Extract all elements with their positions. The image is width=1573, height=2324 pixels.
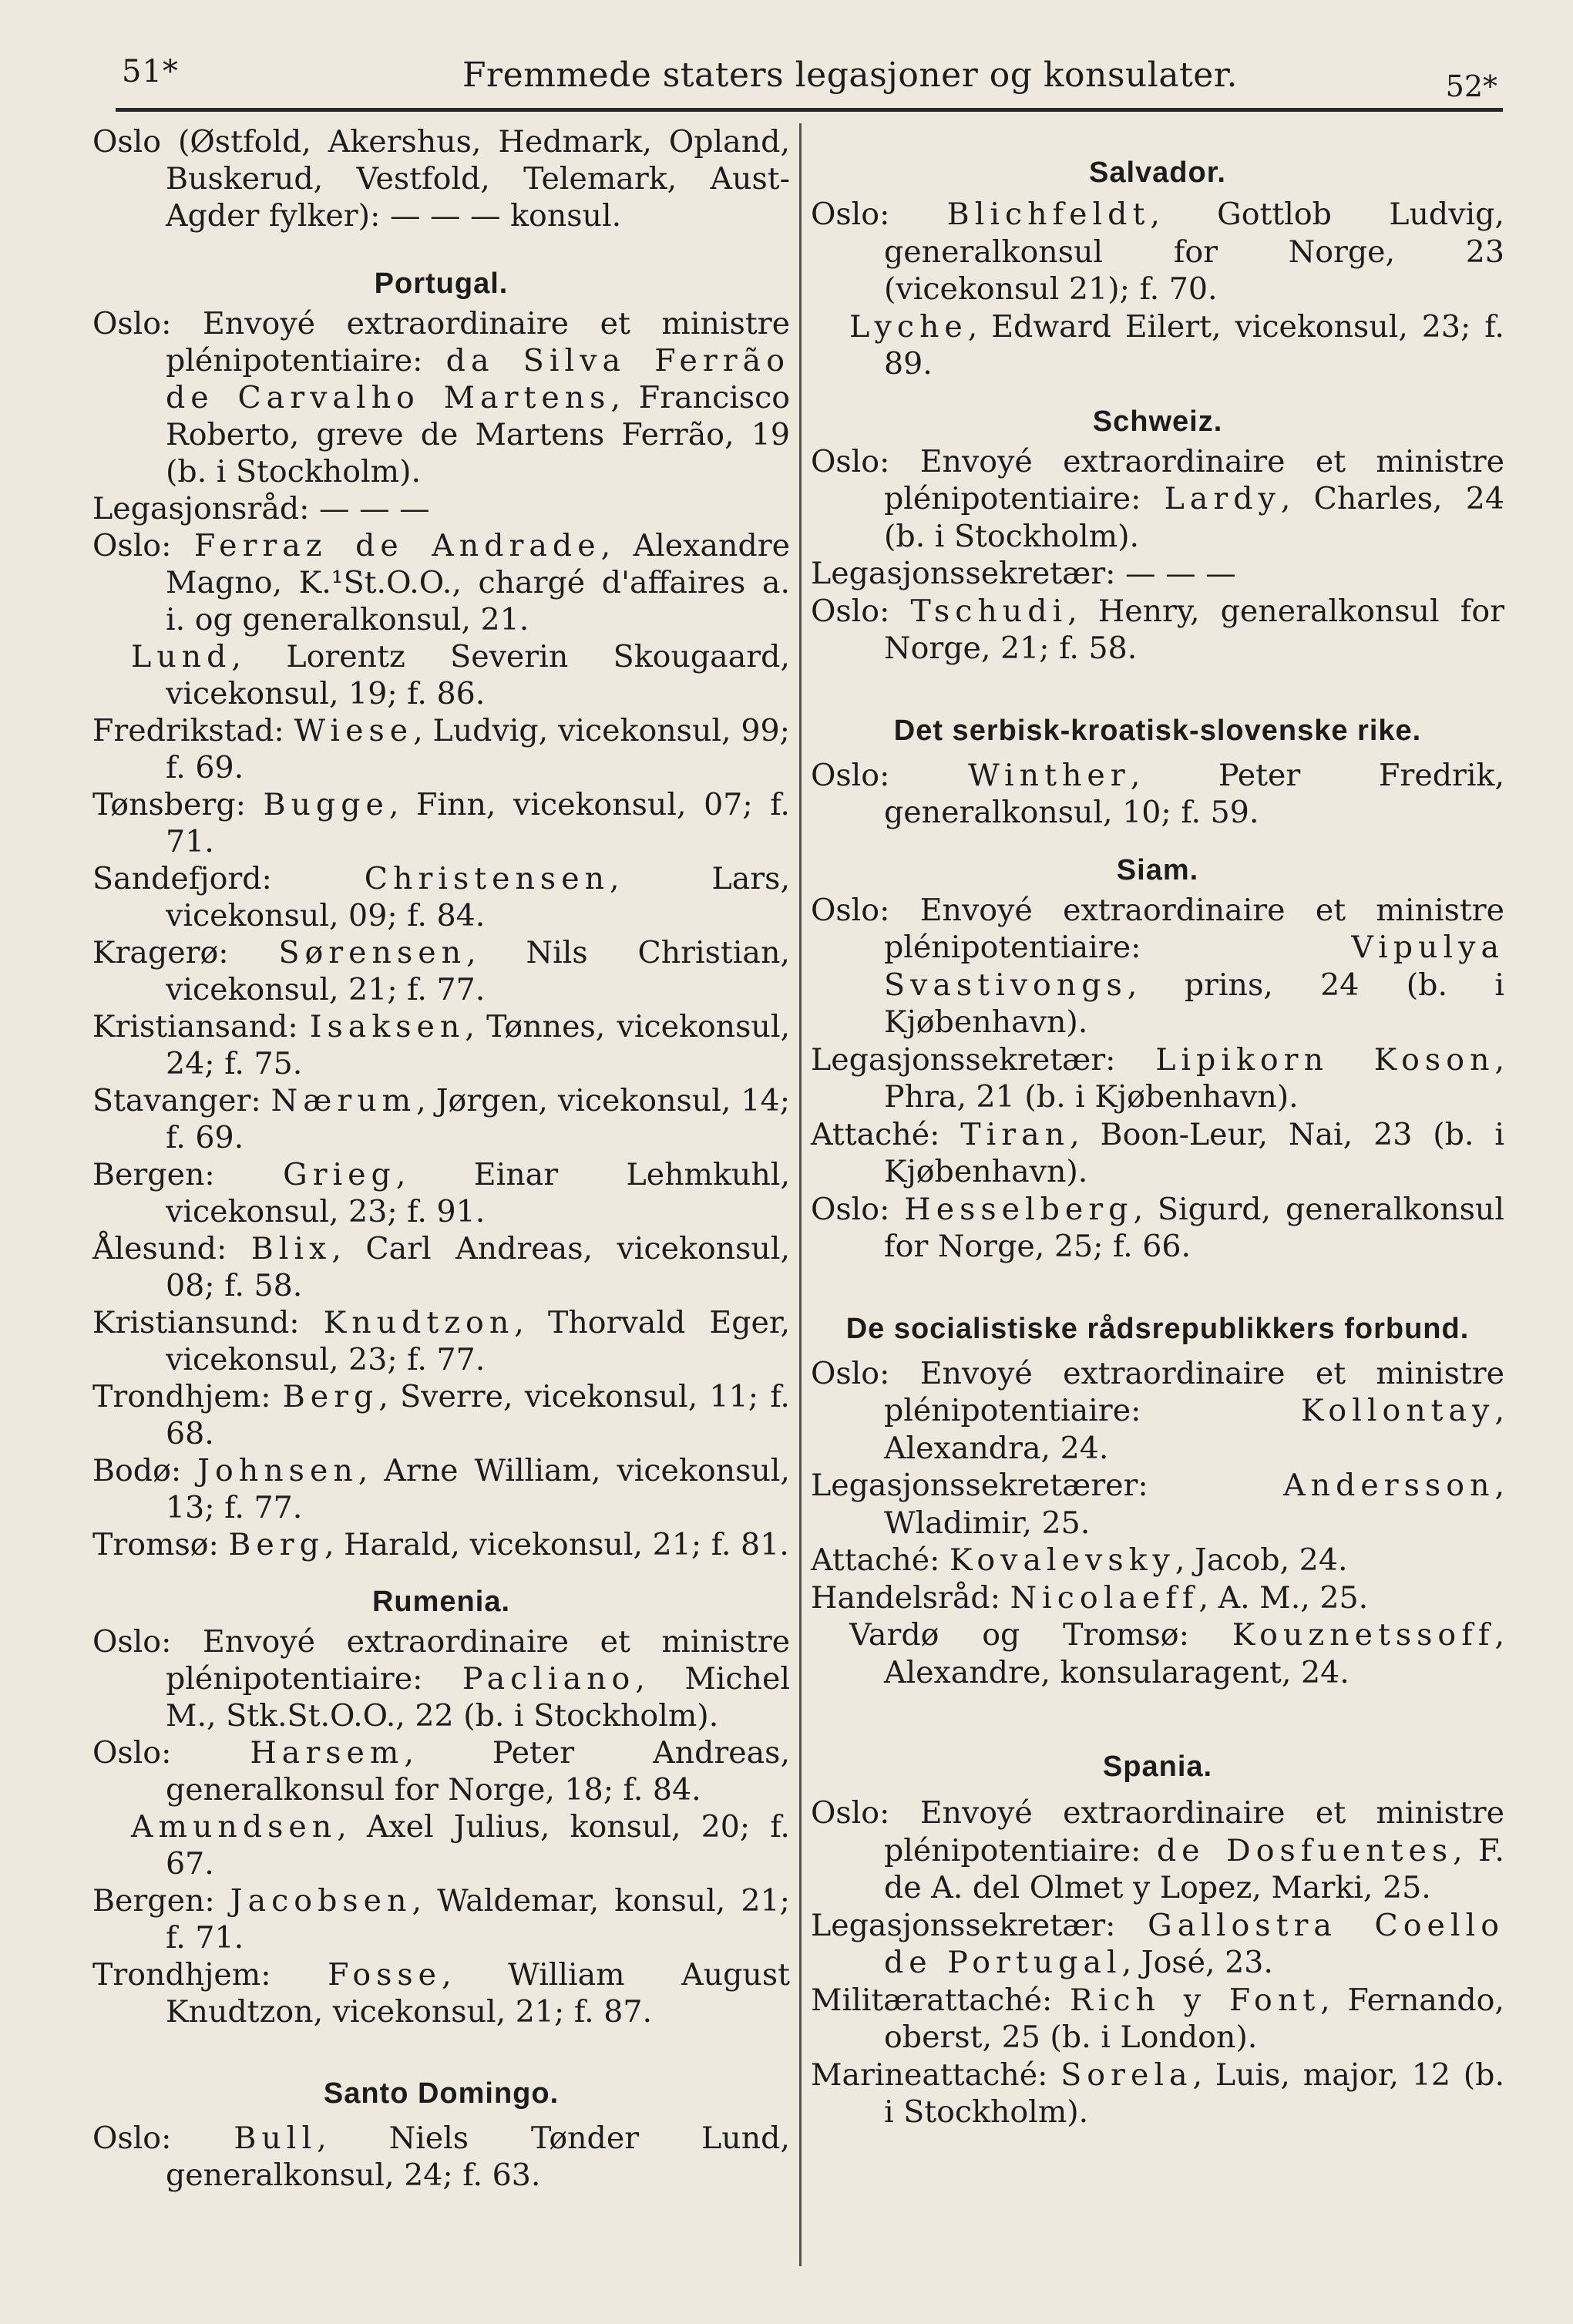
- column-divider: [799, 123, 802, 2266]
- entry: Amundsen, Axel Julius, konsul, 20; f. 67.: [131, 1809, 790, 1882]
- entry: Sandefjord: Christensen, Lars, vicekonsul, 09; f. 84.: [92, 861, 790, 933]
- entry: Attaché: Kovalevsky, Jacob, 24.: [811, 1542, 1348, 1578]
- entry: Vardø og Tromsø: Kouznetssoff, Alexandre, konsularagent, 24.: [849, 1617, 1504, 1690]
- entry: Kragerø: Sørensen, Nils Christian, vicekonsul, 21; f. 77.: [92, 935, 790, 1007]
- left-column: [92, 123, 790, 2194]
- entry: Kristiansand: Isaksen, Tønnes, vicekonsul, 24; f. 75.: [92, 1009, 791, 1081]
- entry: Ålesund: Blix, Carl Andreas, vicekonsul, 08; f. 58.: [92, 1231, 790, 1303]
- entry: Attaché: Tiran, Boon-Leur, Nai, 23 (b. i Kjøbenhavn).: [811, 1116, 1504, 1189]
- entry: Oslo: Harsem, Peter Andreas, generalkonsul for Norge, 18; f. 84.: [92, 1735, 790, 1808]
- entry: Oslo: Envoyé extraordinaire et ministre plénipotentiaire: Pacliano, Michel M., Stk.St.O.O., 22 (b. i Stockholm).: [92, 1624, 790, 1734]
- entry: Oslo: Envoyé extraordinaire et ministre plénipotentiaire: Lardy, Charles, 24 (b. i Stockholm).: [811, 443, 1504, 554]
- right-column: [811, 123, 1504, 2131]
- entry: Oslo: Blichfeldt, Gottlob Ludvig, generalkonsul for Norge, 23 (vicekonsul 21); f. 70.: [811, 197, 1504, 307]
- entry: Oslo: Envoyé extraordinaire et ministre plénipotentiaire: da Silva Ferrão de Carvalho Martens, Francisco Roberto, greve de Martens Ferrão, 19 (b. i Stockholm).: [92, 306, 791, 489]
- entry: Oslo: Tschudi, Henry, generalkonsul for Norge, 21; f. 58.: [811, 593, 1504, 666]
- entry: Oslo: Ferraz de Andrade, Alexandre Magno, K.¹St.O.O., chargé d'affaires a. i. og generalkonsul, 21.: [92, 528, 790, 637]
- entry: Legasjonsråd: — — —: [92, 491, 430, 526]
- entry: Handelsråd: Nicolaeff, A. M., 25.: [811, 1579, 1369, 1616]
- entry: Oslo: Envoyé extraordinaire et ministre plénipotentiaire: de Dosfuentes, F. de A. del Olmet y Lopez, Marki, 25.: [811, 1795, 1504, 1905]
- section-heading-salvador: Salvador.: [1089, 156, 1226, 189]
- entry: Oslo: Hesselberg, Sigurd, generalkonsul for Norge, 25; f. 66.: [811, 1191, 1504, 1264]
- entry: Lyche, Edward Eilert, vicekonsul, 23; f. 89.: [849, 308, 1504, 382]
- section-heading-portugal: Portugal.: [374, 267, 509, 300]
- page-number-right: 52*: [1445, 69, 1497, 103]
- entry: Bergen: Grieg, Einar Lehmkuhl, vicekonsul, 23; f. 91.: [92, 1157, 790, 1229]
- entry: Oslo: Winther, Peter Fredrik, generalkonsul, 10; f. 59.: [811, 757, 1504, 830]
- section-heading-serbia: Det serbisk-kroatisk-slovenske rike.: [893, 714, 1422, 747]
- entry: Oslo: Bull, Niels Tønder Lund, generalkonsul, 24; f. 63.: [92, 2121, 790, 2193]
- entry: Legasjonssekretær: — — —: [811, 556, 1236, 591]
- entry: Oslo: Envoyé extraordinaire et ministre plénipotentiaire: Kollontay, Alexandra, 24.: [811, 1355, 1504, 1466]
- entry: Bodø: Johnsen, Arne William, vicekonsul, 13; f. 77.: [92, 1453, 790, 1525]
- entry: Fredrikstad: Wiese, Ludvig, vicekonsul, 99; f. 69.: [92, 713, 790, 785]
- entry: Oslo: Envoyé extraordinaire et ministre plénipotentiaire: Vipulya Svastivongs, prins, 24 (b. i Kjøbenhavn).: [811, 892, 1504, 1040]
- entry: Bergen: Jacobsen, Waldemar, konsul, 21; f. 71.: [92, 1883, 790, 1956]
- entry: Legasjonssekretær: Lipikorn Koson, Phra, 21 (b. i Kjøbenhavn).: [811, 1041, 1504, 1115]
- entry: Tromsø: Berg, Harald, vicekonsul, 21; f. 81.: [92, 1527, 789, 1562]
- entry: Stavanger: Nærum, Jørgen, vicekonsul, 14; f. 69.: [92, 1083, 790, 1155]
- entry: Trondhjem: Berg, Sverre, vicekonsul, 11; f. 68.: [92, 1379, 790, 1451]
- entry: Lund, Lorentz Severin Skougaard, vicekonsul, 19; f. 86.: [131, 639, 790, 711]
- section-heading-rumenia: Rumenia.: [371, 1586, 511, 1618]
- section-heading-siam: Siam.: [1116, 853, 1199, 886]
- entry: Oslo (Østfold, Akershus, Hedmark, Opland, Buskerud, Vestfold, Telemark, Aust-Agder fylker): — — — konsul.: [92, 124, 790, 234]
- entry: Kristiansund: Knudtzon, Thorvald Eger, vicekonsul, 23; f. 77.: [92, 1305, 790, 1377]
- entry: Trondhjem: Fosse, William August Knudtzon, vicekonsul, 21; f. 87.: [92, 1957, 790, 2030]
- section-heading-ussr: De socialistiske rådsrepublikkers forbund.: [845, 1312, 1470, 1345]
- header-rule: [116, 108, 1503, 112]
- page-number-left: 51*: [122, 54, 179, 89]
- entry: Legasjonssekretærer: Andersson, Wladimir, 25.: [811, 1468, 1504, 1541]
- section-heading-spania: Spania.: [1102, 1751, 1213, 1783]
- entry: Marineattaché: Sorela, Luis, major, 12 (b. i Stockholm).: [811, 2057, 1504, 2130]
- entry: Tønsberg: Bugge, Finn, vicekonsul, 07; f. 71.: [92, 787, 790, 859]
- section-heading-santo-domingo: Santo Domingo.: [323, 2077, 560, 2110]
- running-title: Fremmede staters legasjoner og konsulater.: [462, 55, 1238, 95]
- entry: Legasjonssekretær: Gallostra Coello de Portugal, José, 23.: [811, 1907, 1504, 1980]
- entry: Militærattaché: Rich y Font, Fernando, oberst, 25 (b. i London).: [811, 1982, 1504, 2055]
- section-heading-schweiz: Schweiz.: [1092, 405, 1223, 438]
- running-header: [0, 46, 1573, 108]
